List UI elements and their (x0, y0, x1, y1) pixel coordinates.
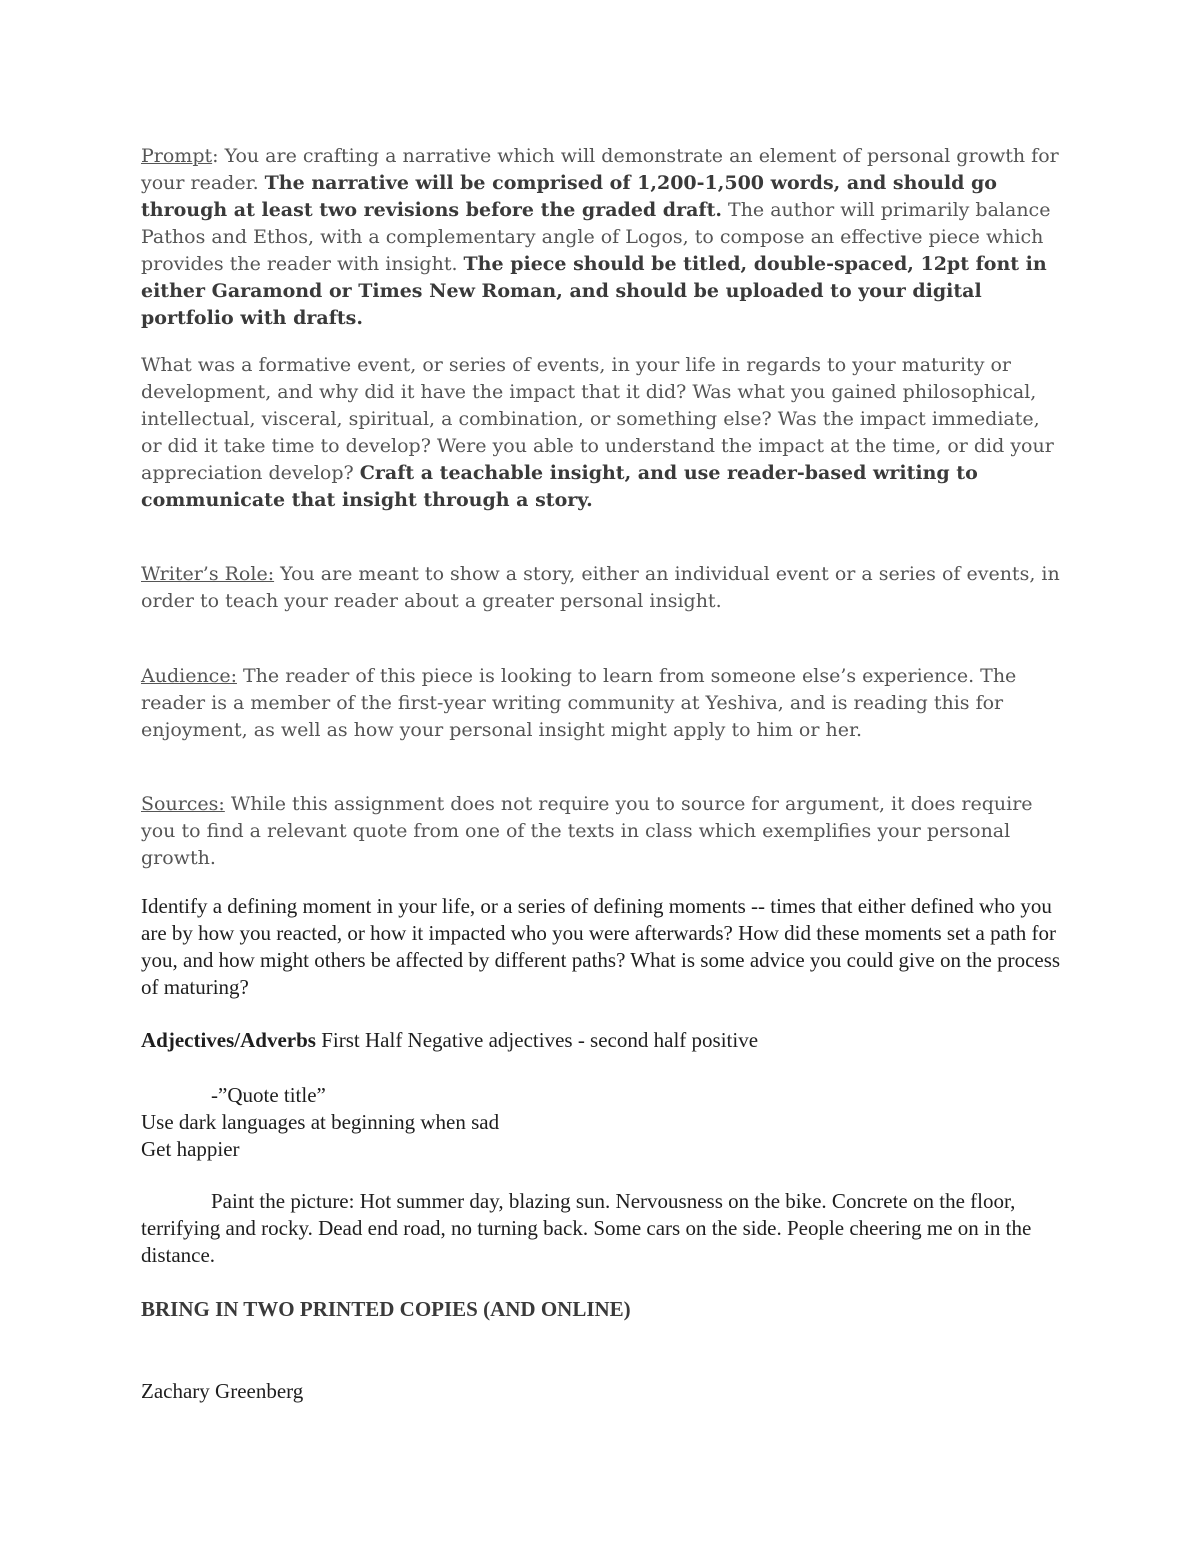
sources-paragraph (141, 791, 1066, 872)
identify-paragraph: Identify a defining moment in your life, or a series of defining moments -- times that either defined who you are by how you reacted, or how it impacted who you were afterwards? How did these moments set a path for you, and how might others be affected by different paths? What is some advice you could give on the process of maturing? (141, 894, 1061, 999)
prompt-bold-1: The narrative will be comprised of 1,200-1,500 words, and should go through at least two revisions before the graded draft. (141, 172, 997, 221)
audience-paragraph (141, 663, 1066, 744)
dark-language-line: Use dark languages at beginning when sad (141, 1110, 500, 1134)
questions-bold: Craft a teachable insight, and use reader-based writing to communicate that insight through a story. (141, 462, 978, 511)
writers-role-text: You are meant to show a story, either an individual event or a series of events, in order to teach your reader about a greater personal insight. (141, 563, 1060, 612)
prompt-label: Prompt (141, 145, 213, 167)
audience-text: The reader of this piece is looking to learn from someone else’s experience. The reader is a member of the first-year writing community at Yeshiva, and is reading this for enjoyment, as well as how your personal insight might apply to him or her. (141, 665, 1017, 741)
writers-role-paragraph (141, 561, 1066, 615)
sources-label: Sources: (141, 793, 225, 815)
audience-label: Audience: (141, 665, 237, 687)
quote-title-line: -”Quote title” (211, 1083, 326, 1107)
questions-text: What was a formative event, or series of events, in your life in regards to your maturity or development, and why did it have the impact that it did? Was what you gained philosophical, intellectual, visceral, spiritual, a combination, or something else? Was the impact immediate, or did it take time to develop? Were you able to understand the impact at the time, or did your appreciation develop? (141, 354, 1054, 484)
happier-line: Get happier (141, 1137, 240, 1161)
adjectives-line (141, 1027, 1066, 1054)
adjectives-text: First Half Negative adjectives - second half positive (315, 1028, 759, 1052)
sources-text: While this assignment does not require you to source for argument, it does require you to find a relevant quote from one of the texts in class which exemplifies your personal growth. (141, 793, 1033, 869)
author-name: Zachary Greenberg (141, 1379, 304, 1403)
questions-paragraph (141, 352, 1066, 514)
writers-role-label: Writer’s Role: (141, 563, 275, 585)
paint-paragraph: Paint the picture: Hot summer day, blazing sun. Nervousness on the bike. Concrete on the floor, terrifying and rocky. Dead end road, no turning back. Some cars on the side. People cheering me on in the distance. (141, 1189, 1032, 1267)
prompt-text-1: : You are crafting a narrative which will demonstrate an element of personal growth for your reader. (141, 145, 1059, 194)
prompt-text-2: The author will primarily balance Pathos and Ethos, with a complementary angle of Logos, to compose an effective piece which provides the reader with insight. (141, 199, 1051, 275)
prompt-paragraph (141, 143, 1066, 332)
prompt-bold-2: The piece should be titled, double-spaced, 12pt font in either Garamond or Times New Roman, and should be uploaded to your digital portfolio with drafts. (141, 253, 1047, 329)
bring-copies-line: BRING IN TWO PRINTED COPIES (AND ONLINE) (141, 1297, 631, 1321)
adjectives-label: Adjectives/Adverbs (141, 1028, 316, 1052)
